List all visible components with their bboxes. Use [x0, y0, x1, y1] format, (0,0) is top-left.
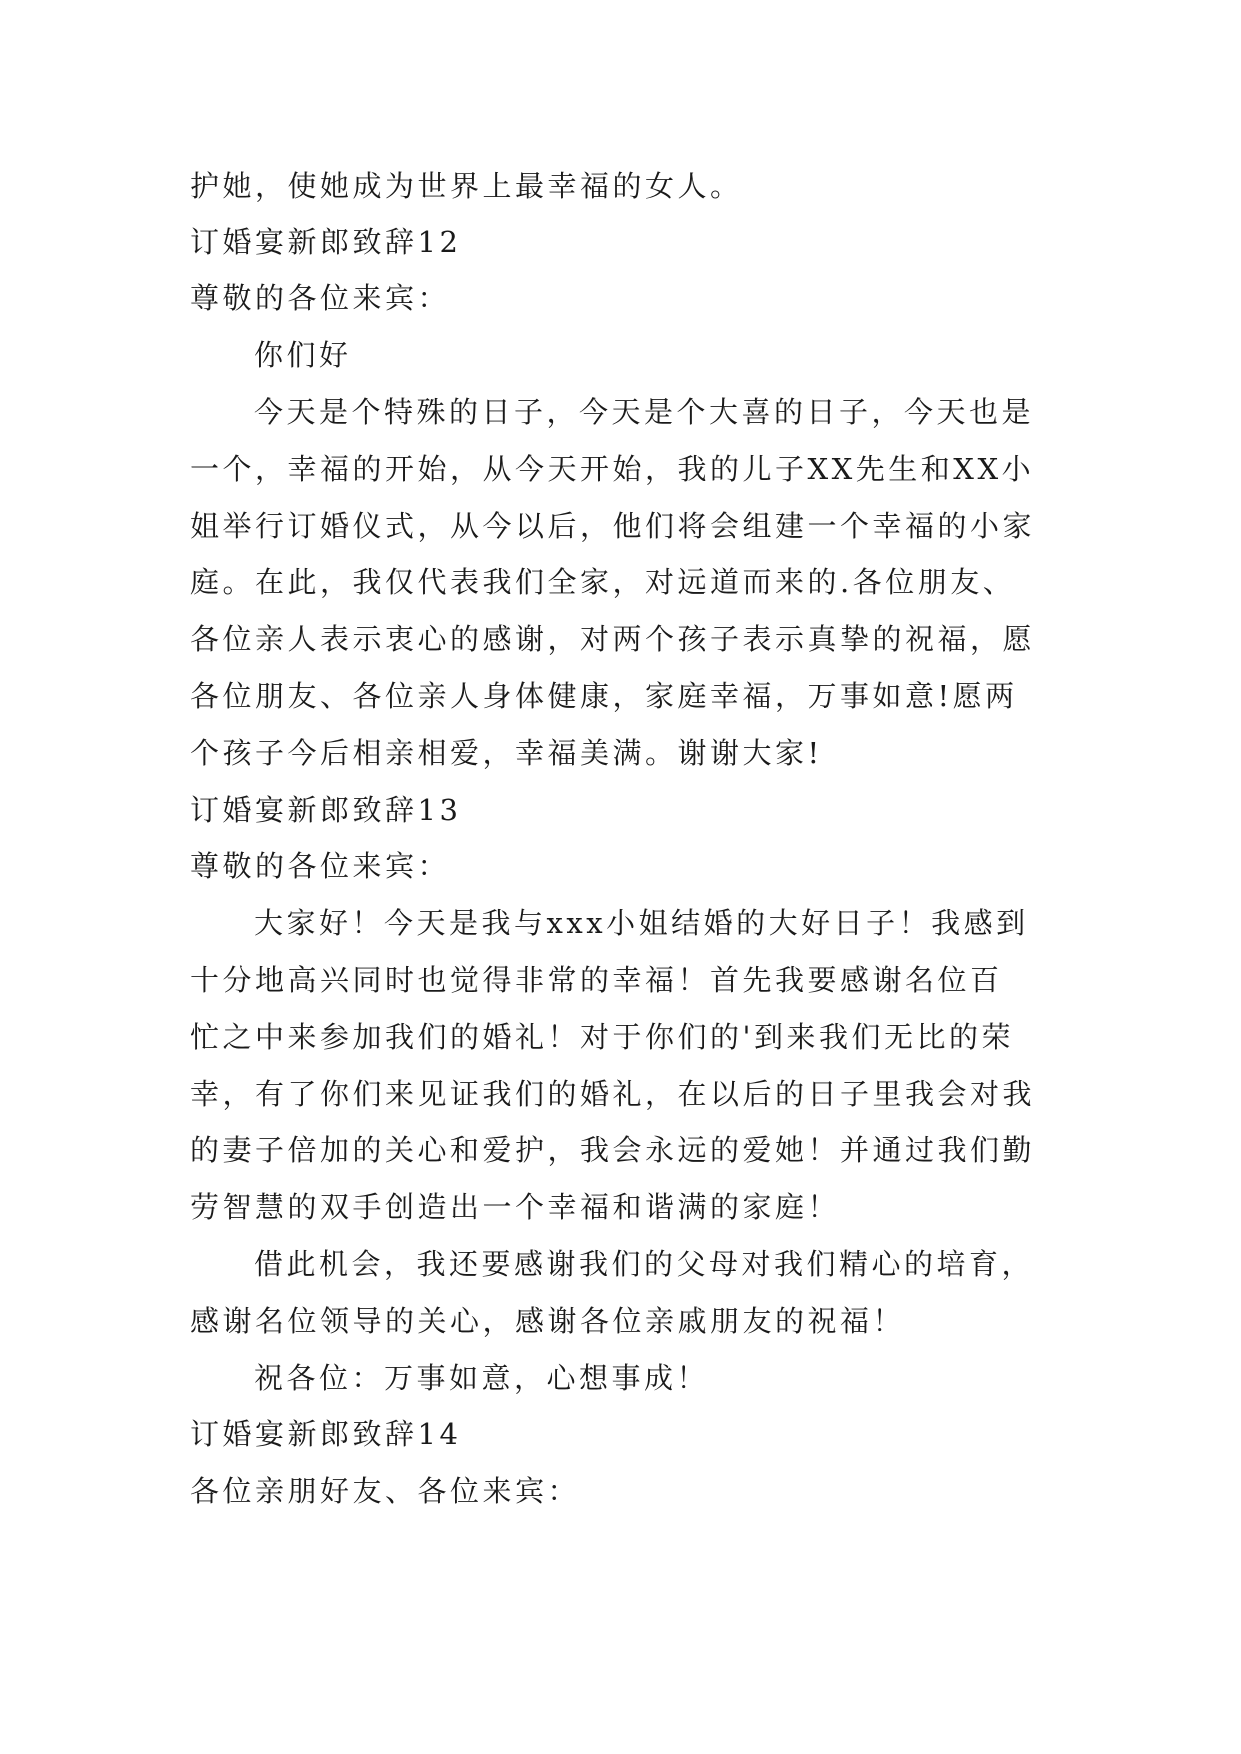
- closing-line: 祝各位：万事如意，心想事成！: [254, 1361, 710, 1395]
- greeting: 你们好: [254, 338, 352, 372]
- paragraph-line: 大家好！今天是我与xxx小姐结婚的大好日子！我感到: [254, 906, 1029, 940]
- paragraph-line: 借此机会，我还要感谢我们的父母对我们精心的培育，: [254, 1247, 1035, 1281]
- salutation: 尊敬的各位来宾：: [190, 281, 451, 315]
- paragraph-line: 护她，使她成为世界上最幸福的女人。: [190, 169, 743, 203]
- section-heading: 订婚宴新郎致辞12: [190, 225, 462, 259]
- paragraph-line: 感谢名位领导的关心，感谢各位亲戚朋友的祝福！: [190, 1304, 906, 1338]
- paragraph-line: 庭。在此，我仅代表我们全家，对远道而来的.各位朋友、: [190, 565, 1016, 599]
- paragraph-line: 的妻子倍加的关心和爱护，我会永远的爱她！并通过我们勤: [190, 1133, 1036, 1167]
- paragraph-line: 十分地高兴同时也觉得非常的幸福！首先我要感谢名位百: [190, 963, 1003, 997]
- paragraph-line: 姐举行订婚仪式，从今以后，他们将会组建一个幸福的小家: [190, 509, 1036, 543]
- paragraph-line: 忙之中来参加我们的婚礼！对于你们的'到来我们无比的荣: [190, 1020, 1014, 1054]
- section-heading: 订婚宴新郎致辞13: [190, 793, 462, 827]
- paragraph-line: 各位朋友、各位亲人身体健康，家庭幸福，万事如意!愿两: [190, 679, 1018, 713]
- paragraph-line: 个孩子今后相亲相爱，幸福美满。谢谢大家!: [190, 736, 823, 770]
- paragraph-line: 幸，有了你们来见证我们的婚礼，在以后的日子里我会对我: [190, 1077, 1036, 1111]
- paragraph-line: 今天是个特殊的日子，今天是个大喜的日子，今天也是: [254, 395, 1035, 429]
- salutation: 尊敬的各位来宾：: [190, 849, 451, 883]
- paragraph-line: 劳智慧的双手创造出一个幸福和谐满的家庭！: [190, 1190, 841, 1224]
- section-heading: 订婚宴新郎致辞14: [190, 1417, 462, 1451]
- paragraph-line: 各位亲人表示衷心的感谢，对两个孩子表示真挚的祝福，愿: [190, 622, 1036, 656]
- salutation: 各位亲朋好友、各位来宾：: [190, 1474, 581, 1508]
- paragraph-line: 一个，幸福的开始，从今天开始，我的儿子XX先生和XX小: [190, 452, 1035, 486]
